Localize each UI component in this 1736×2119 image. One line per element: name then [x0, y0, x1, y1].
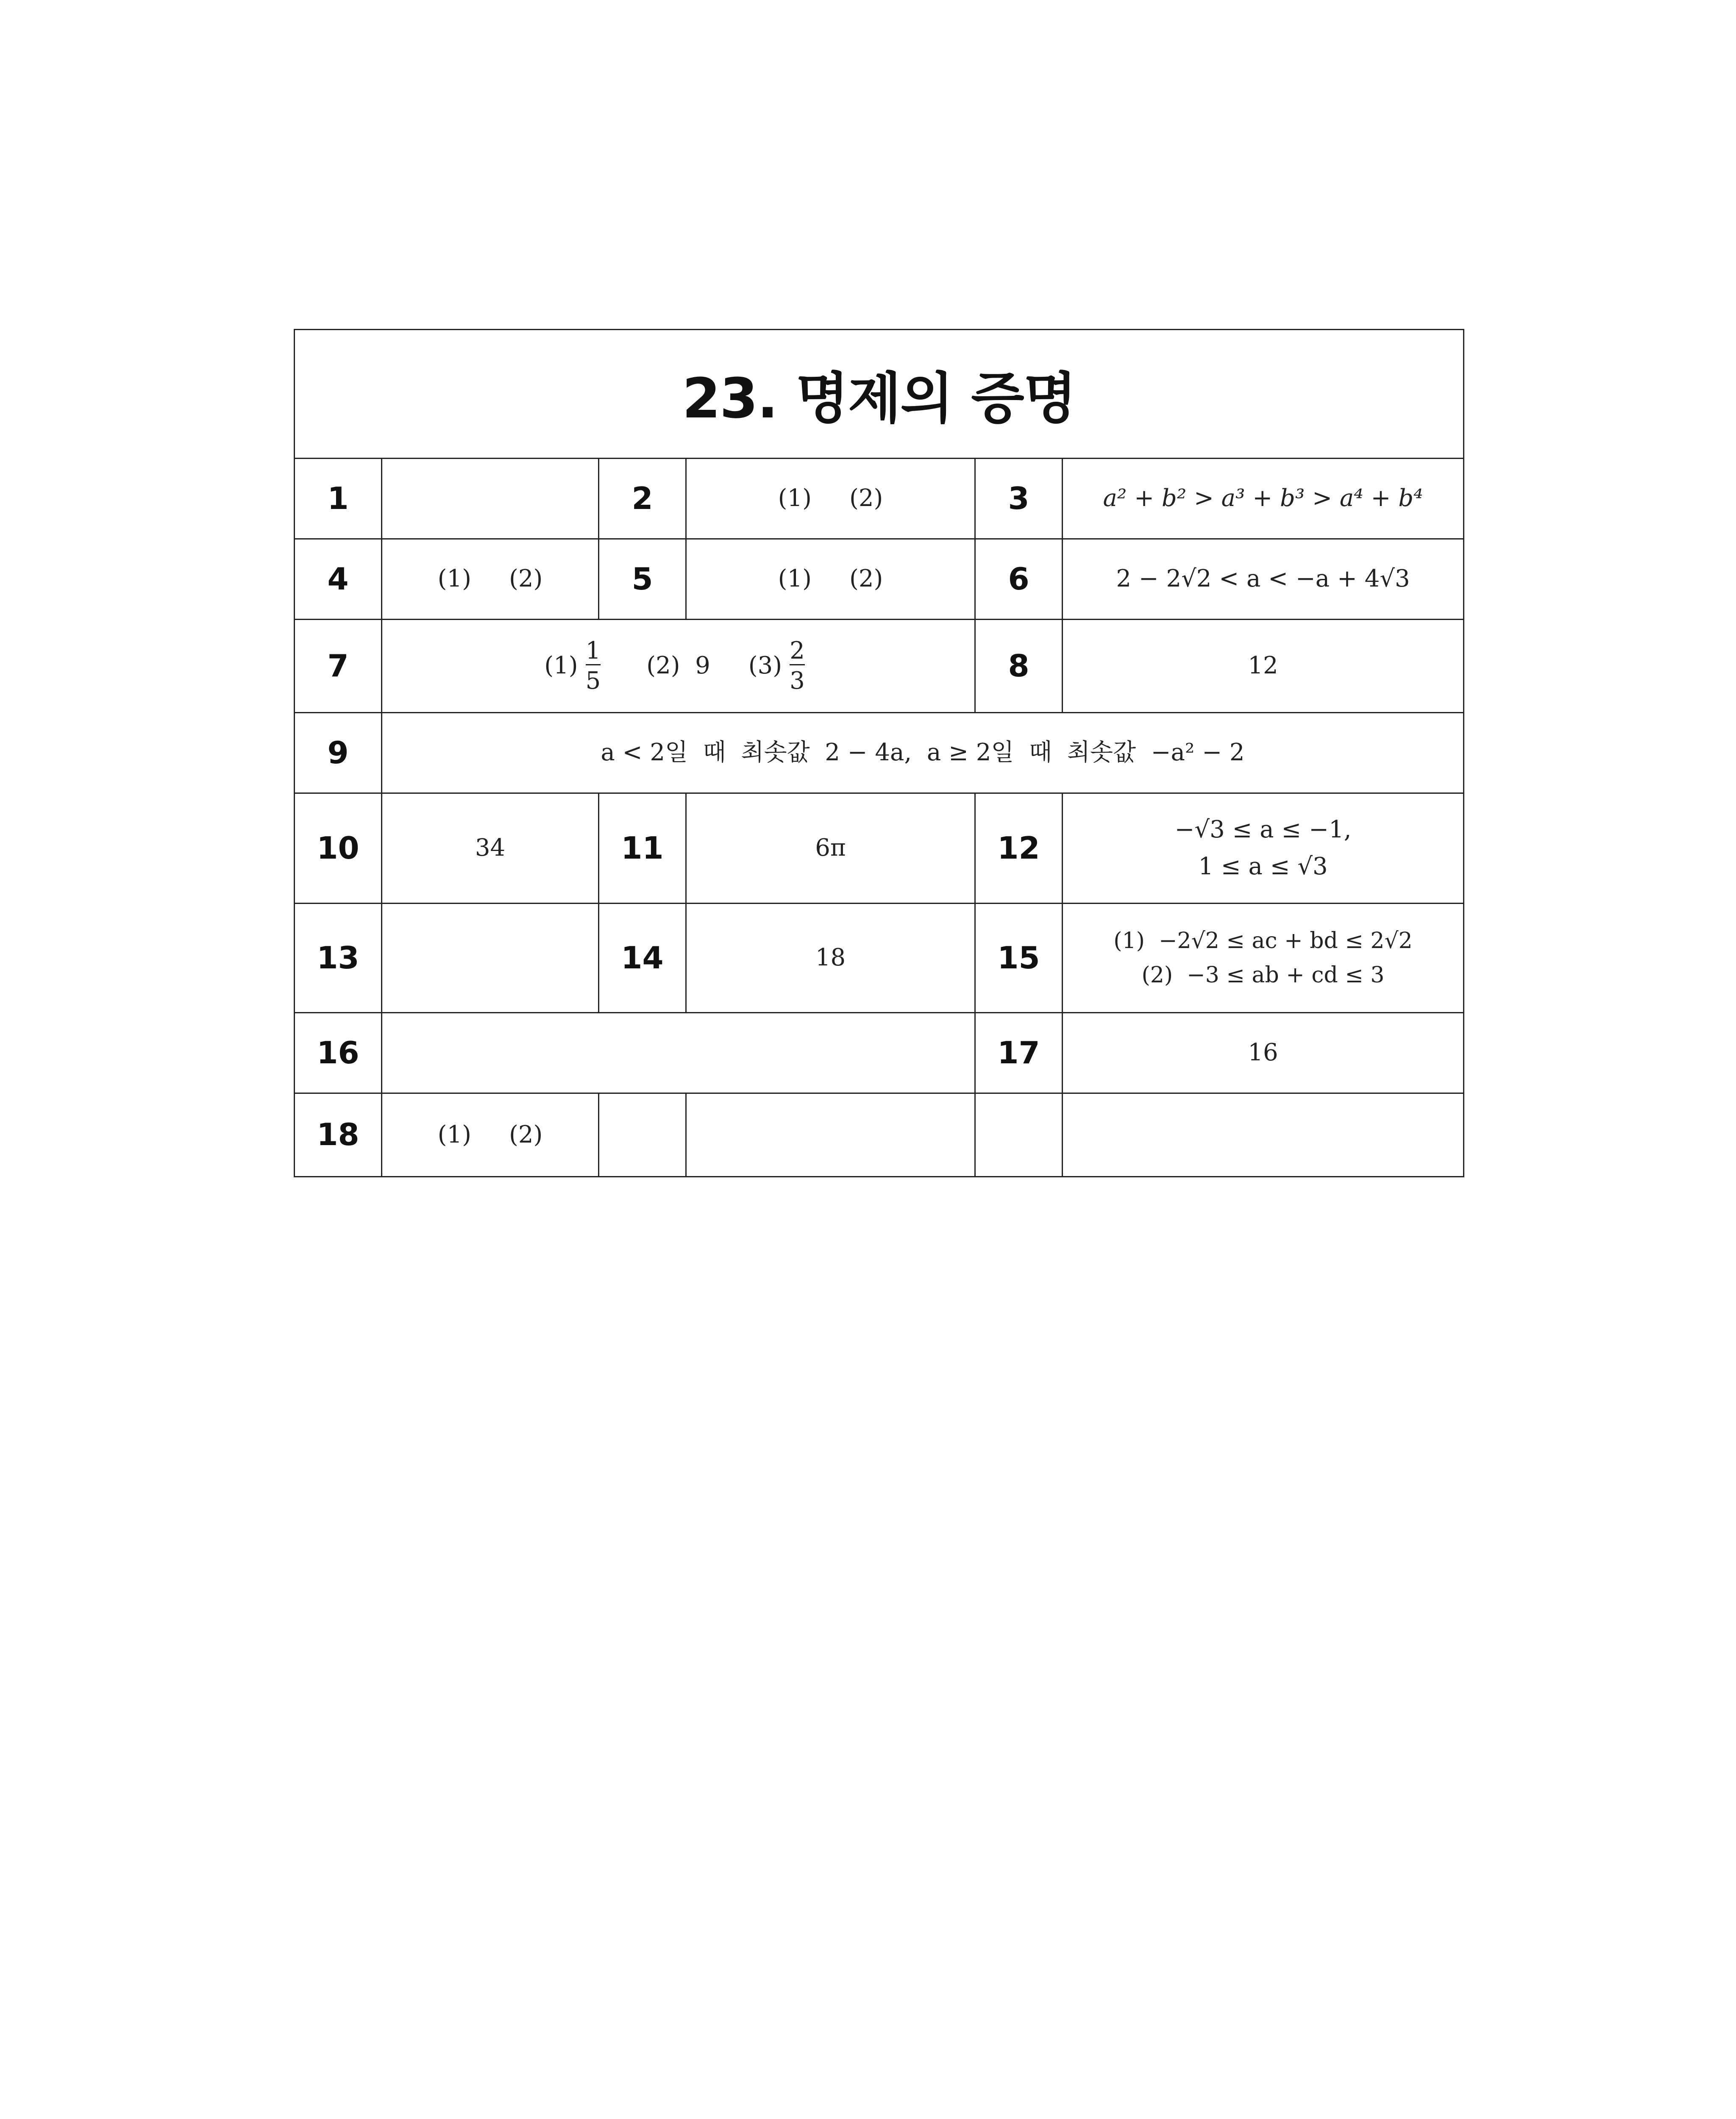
answer-18: (1) (2) — [382, 1094, 599, 1176]
answer-17: 16 — [1063, 1013, 1463, 1094]
answer-6: 2 − 2√2 < a < −a + 4√3 — [1063, 539, 1463, 620]
question-number-14: 14 — [599, 904, 687, 1013]
answer-5: (1) (2) — [687, 539, 976, 620]
empty-number-cell — [599, 1094, 687, 1176]
question-number-18: 18 — [295, 1094, 382, 1176]
fraction-denominator: 3 — [790, 664, 805, 694]
question-number-1: 1 — [295, 459, 382, 539]
answer-15 — [1063, 904, 1463, 1013]
question-number-8: 8 — [976, 620, 1063, 713]
question-number-15: 15 — [976, 904, 1063, 1013]
answer-4: (1) (2) — [382, 539, 599, 620]
page-title: 23. 명제의 증명 — [682, 366, 1076, 431]
answer-7 — [382, 620, 976, 713]
question-number-11: 11 — [599, 794, 687, 904]
fraction-two-thirds — [790, 638, 805, 694]
question-number-12: 12 — [976, 794, 1063, 904]
answer-14: 18 — [687, 904, 976, 1013]
answer-7-part2: (2) 9 — [646, 652, 710, 680]
empty-number-cell — [976, 1094, 1063, 1176]
answer-16 — [382, 1013, 976, 1094]
answer-7-part1-label: (1) — [544, 652, 578, 680]
question-number-5: 5 — [599, 539, 687, 620]
question-number-4: 4 — [295, 539, 382, 620]
answer-13 — [382, 904, 599, 1013]
question-number-17: 17 — [976, 1013, 1063, 1094]
answer-12-line2: 1 ≤ a ≤ √3 — [1198, 852, 1328, 880]
question-number-3: 3 — [976, 459, 1063, 539]
empty-answer-cell — [1063, 1094, 1463, 1176]
question-number-6: 6 — [976, 539, 1063, 620]
answer-15-line1: (1) −2√2 ≤ ac + bd ≤ 2√2 — [1113, 928, 1413, 954]
answer-15-line2: (2) −3 ≤ ab + cd ≤ 3 — [1141, 962, 1385, 988]
answer-3: a² + b² > a³ + b³ > a⁴ + b⁴ — [1063, 459, 1463, 539]
fraction-denominator: 5 — [586, 664, 601, 694]
answer-9: a < 2일 때 최솟값 2 − 4a, a ≥ 2일 때 최솟값 −a² − 2 — [382, 713, 1463, 794]
answer-12 — [1063, 794, 1463, 904]
answer-sheet — [294, 329, 1464, 1177]
question-number-16: 16 — [295, 1013, 382, 1094]
answer-1 — [382, 459, 599, 539]
empty-answer-cell — [687, 1094, 976, 1176]
answer-11: 6π — [687, 794, 976, 904]
answer-8: 12 — [1063, 620, 1463, 713]
title-row — [295, 330, 1463, 459]
answer-2: (1) (2) — [687, 459, 976, 539]
answer-12-line1: −√3 ≤ a ≤ −1, — [1174, 815, 1352, 843]
question-number-2: 2 — [599, 459, 687, 539]
answer-10: 34 — [382, 794, 599, 904]
question-number-10: 10 — [295, 794, 382, 904]
question-number-13: 13 — [295, 904, 382, 1013]
answer-7-part3-label: (3) — [748, 652, 782, 680]
fraction-one-fifth — [586, 638, 601, 694]
question-number-7: 7 — [295, 620, 382, 713]
fraction-numerator: 1 — [585, 637, 601, 665]
fraction-numerator: 2 — [790, 637, 805, 665]
question-number-9: 9 — [295, 713, 382, 794]
